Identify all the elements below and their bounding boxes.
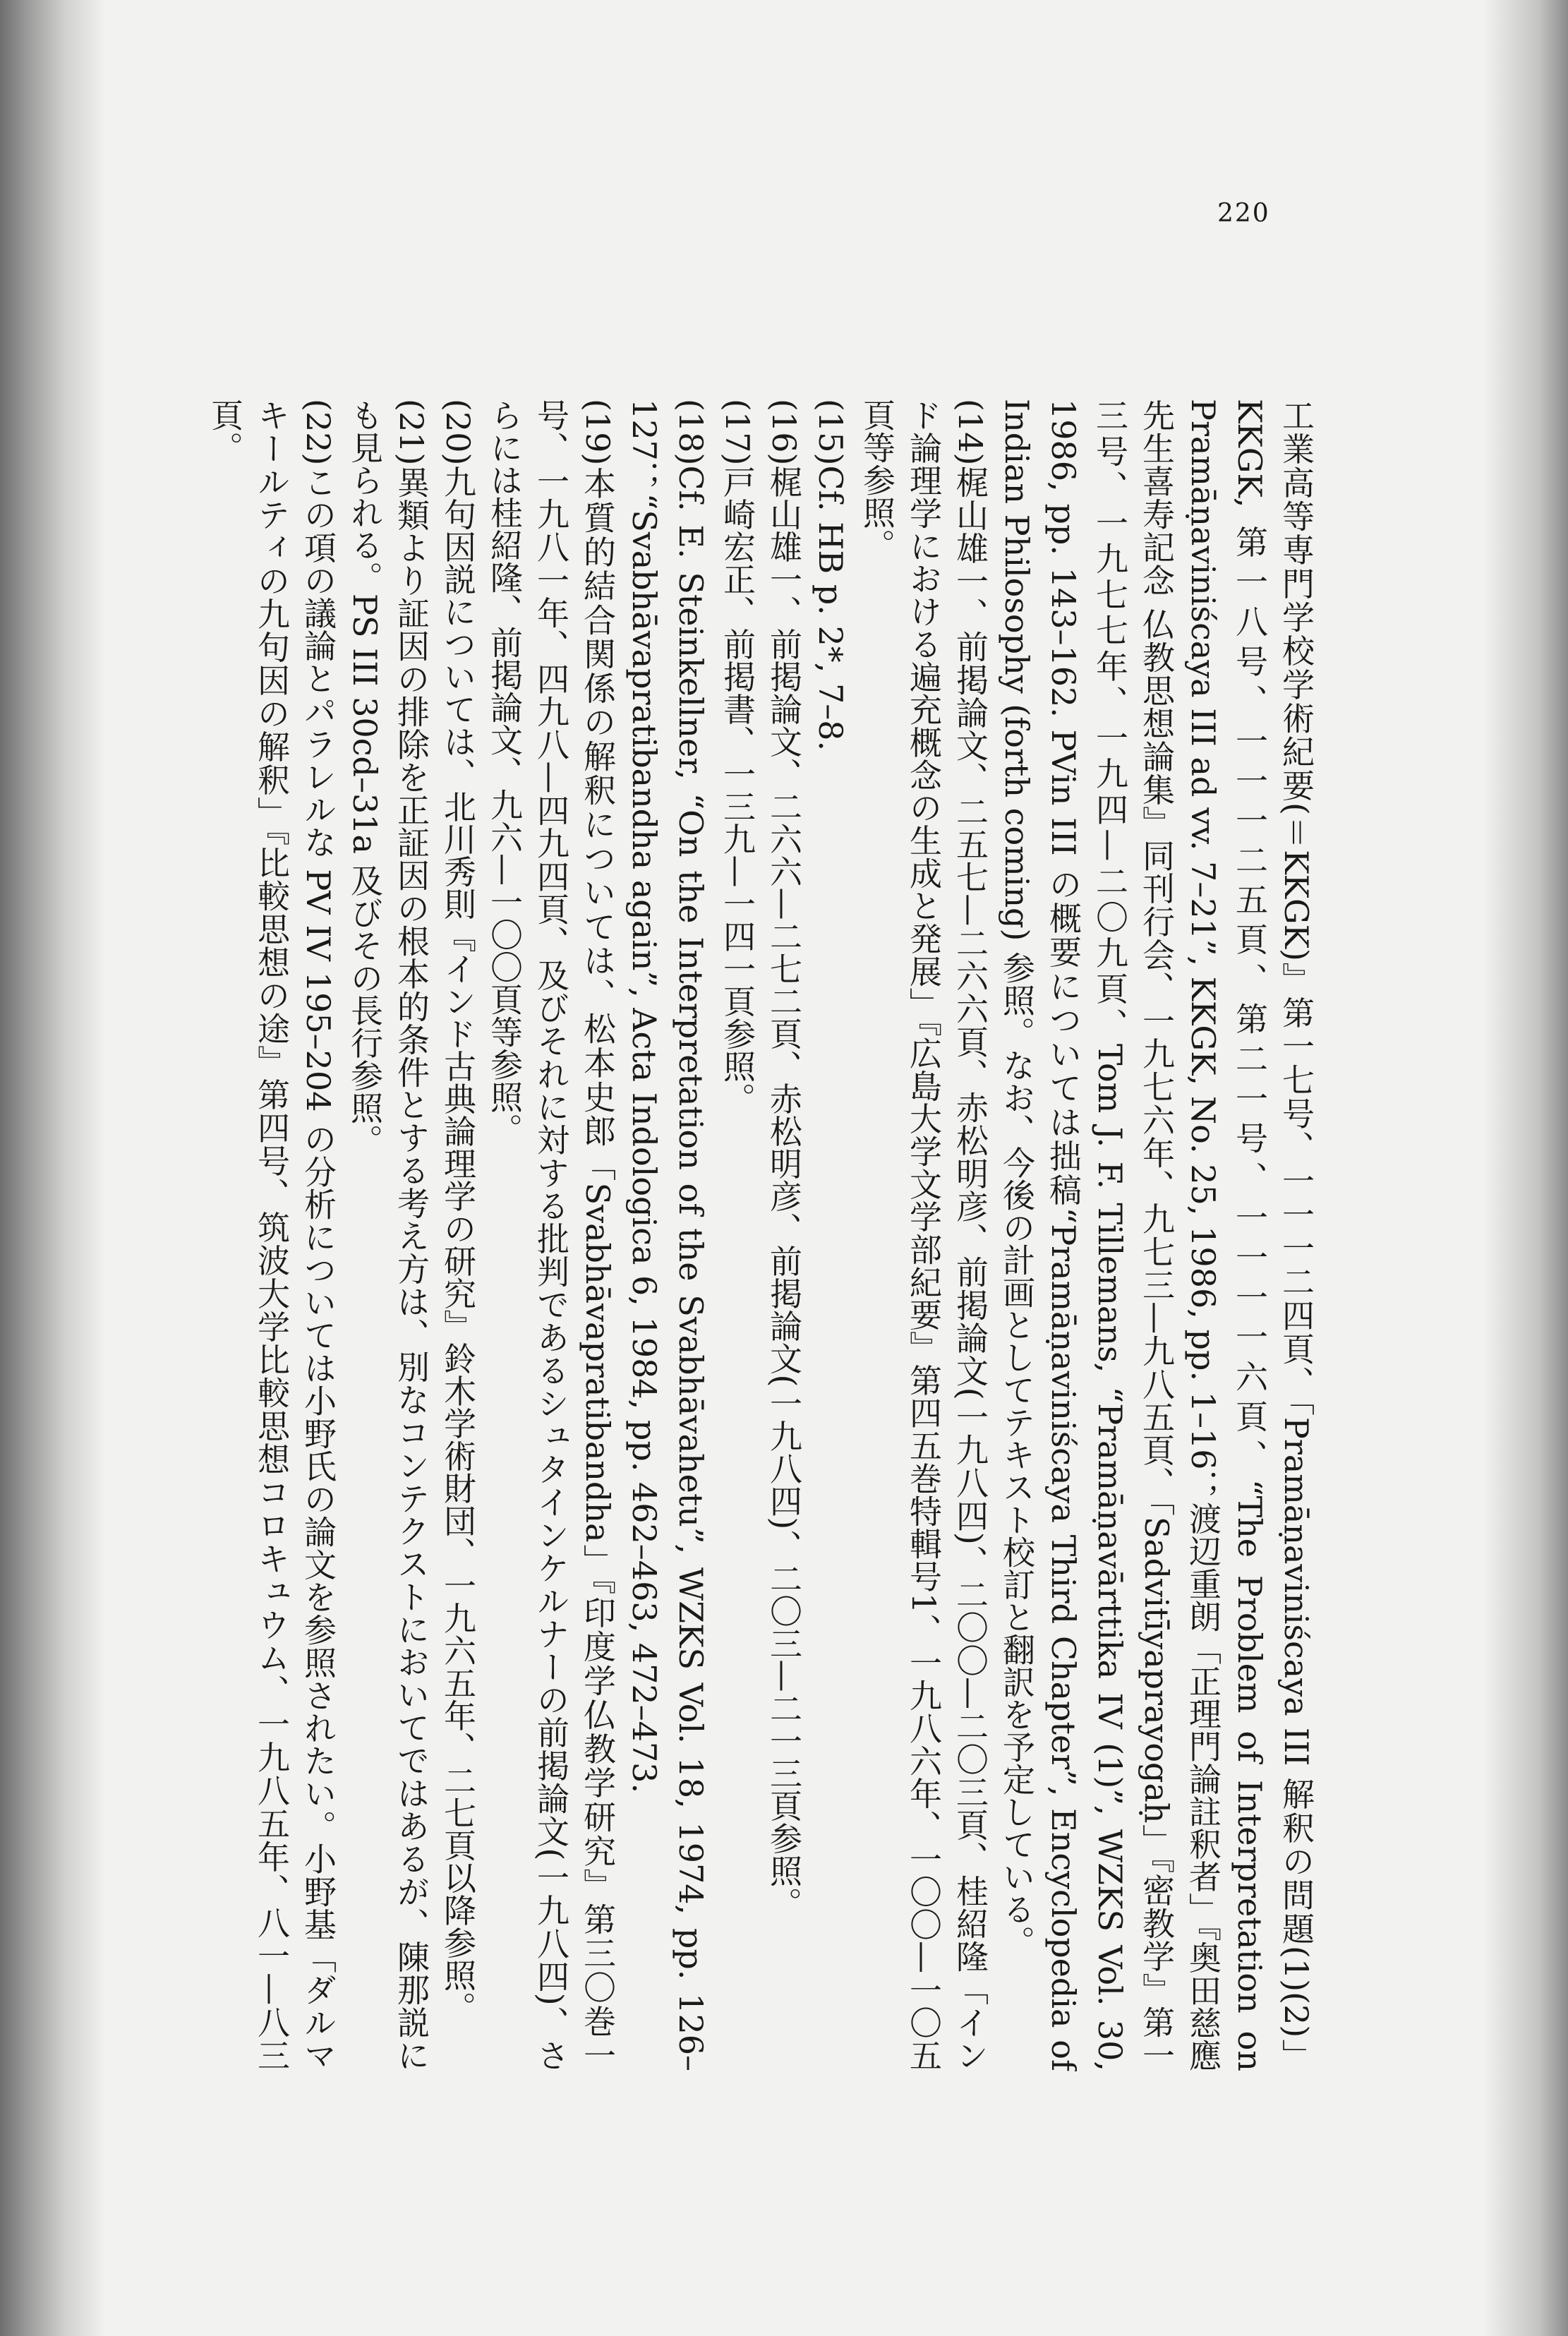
note-21	[342, 399, 435, 2071]
note-17	[714, 399, 761, 2071]
note-number: (20)	[439, 399, 477, 466]
note-text: 梶山雄一、前掲論文、二五七—二六六頁、赤松明彦、前掲論文(一九八四)、二〇〇—二〇三頁、桂紹隆「インド論理学における遍充概念の生成と発展」『広島大学文学部紀要』第四五巻特輯号1、一九八六年、一〇〇—一〇五頁等参照。	[858, 399, 989, 2071]
note-number: (17)	[718, 399, 756, 466]
footnotes	[78, 399, 1320, 2071]
note-text: 九句因説については、北川秀則『インド古典論理学の研究』鈴木学術財団、一九六五年、二七頁以降参照。	[439, 465, 477, 2024]
note-16	[761, 399, 807, 2071]
note-text: 本質的結合関係の解釈については、松本史郎「Svabhāvapratibandha」『印度学仏教学研究』第三〇巻一号、一九八一年、四九八—四九四頁、及びそれに対する批判であるシュタインケルナーの前掲論文(一九八四)、さらには桂紹隆、前掲論文、九六—一〇〇頁等参照。	[486, 399, 617, 2071]
note-14	[854, 399, 994, 2071]
note-number: (21)	[392, 399, 430, 466]
scan-shadow-right	[1483, 0, 1568, 2336]
note-15	[807, 399, 854, 2071]
note-number: (19)	[579, 399, 617, 466]
note-number: (14)	[951, 399, 989, 466]
note-text: この項の議論とパラレルな PV IV 195–204 の分析については小野氏の論文を参照されたい。小野基「ダルマキールティの九句因の解釈」『比較思想の途』第四号、筑波大学比較思想コロキュウム、一九八五年、八一—八三頁。	[206, 399, 337, 2071]
note-text: 梶山雄一、前掲論文、二六六—二七二頁、赤松明彦、前掲論文(一九八四)、二〇三—二一三頁参照。	[765, 465, 803, 1920]
note-22	[202, 399, 342, 2071]
note-number: (15)	[812, 399, 850, 466]
note-20	[435, 399, 481, 2071]
note-number: (16)	[765, 399, 803, 466]
note-number: (18)	[672, 399, 710, 466]
note-18	[621, 399, 714, 2071]
note-continuation	[994, 399, 1320, 2071]
note-text: 異類より証因の排除を正証因の根本的条件とする考え方は、別なコンテクストにおいてではあるが、陳那説にも見られる。PS III 30cd–31a 及びその長行参照。	[346, 399, 430, 2071]
note-number: (22)	[299, 399, 337, 466]
page-number: 220	[1217, 199, 1270, 228]
note-text: 戸崎宏正、前掲書、一三九—一四一頁参照。	[718, 465, 756, 1115]
note-text: 工業高等専門学校学術紀要(＝KKGK)』第一七号、一一一二四頁、「Pramāṇaviniścaya III 解釈の問題(1)(2)」KKGK, 第一八号、一一一二五頁、第二一号、一一一一六頁、“The Problem of Interpretation on Pramāṇaviniścaya III ad vv. 7–21”, KKGK, No. 25, 1986, pp. 1–16；渡辺重朗「正理門論註釈者」『奥田慈應先生喜寿記念 仏教思想論集』同刊行会、一九七六年、九七三—九八五頁、「Sadvitīyaprayogaḥ」『密教学』第一三号、一九七七年、一九四—二〇九頁、Tom J. F. Tillemans, “Pramāṇavārttika IV (1)”, WZKS Vol. 30, 1986, pp. 143–162. PVin III の概要については拙稿“Pramāṇaviniścaya Third Chapter”, Encyclopedia of Indian Philosophy (forth coming) 参照。なお、今後の計画としてテキスト校訂と翻訳を予定している。	[998, 399, 1315, 2071]
note-text: Cf. HB p. 2*, 7–8.	[812, 465, 850, 752]
note-text: Cf. E. Steinkellner, “On the Interpretation of the Svabhāvahetu”, WZKS Vol. 18, 1974, pp. 126–127；“Svabhāvapratibandha again”, Acta Indologica 6, 1984, pp. 462–463, 472–473.	[625, 399, 710, 2071]
note-19	[481, 399, 621, 2071]
